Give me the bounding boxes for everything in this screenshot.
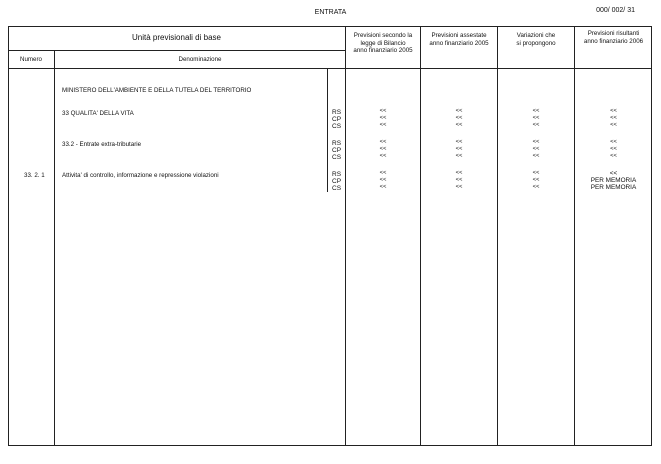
header-col-previsioni-assestate: Previsioni assestate anno finanziario 2005 <box>429 32 489 47</box>
header-group-title: Unità previsionali di base <box>132 33 221 42</box>
row-label: 33.2 - Entrate extra-tributarie <box>62 141 142 148</box>
row-col3-values: << << << <box>532 108 540 128</box>
row-codes: RS CP CS <box>332 140 342 161</box>
header-bottom-line <box>8 68 652 69</box>
header-denominazione: Denominazione <box>178 56 222 63</box>
page-reference: 000/ 002/ 31 <box>596 7 635 14</box>
divider-col4 <box>574 26 575 446</box>
ministry-title: MINISTERO DELL'AMBIENTE E DELLA TUTELA DEL TERRITORIO <box>62 87 252 94</box>
row-col1-values: << << << <box>379 108 387 128</box>
row-numero: 33. 2. 1 <box>24 172 45 179</box>
row-label: Attivita' di controllo, informazione e repressione violazioni <box>62 172 219 179</box>
row-col3-values: << << << <box>532 170 540 190</box>
row-col1-values: << << << <box>379 139 387 159</box>
row-col4-values: << << << <box>610 139 617 159</box>
header-subline <box>8 50 345 51</box>
header-numero: Numero <box>19 56 42 63</box>
row-codes: RS CP CS <box>332 171 342 192</box>
row-col4-values: << PER MEMORIA PER MEMORIA <box>590 170 637 191</box>
divider-numero <box>54 50 55 446</box>
row-col2-values: << << << <box>455 170 463 190</box>
row-codes: RS CP CS <box>332 109 342 130</box>
header-col-variazioni: Variazioni che si propongono <box>516 32 556 47</box>
divider-col3 <box>497 26 498 446</box>
header-col-previsioni-legge: Previsioni secondo la legge di Bilancio anno finanziario 2005 <box>353 32 413 54</box>
row-col2-values: << << << <box>455 139 463 159</box>
divider-codes-inner <box>327 68 328 192</box>
section-title: ENTRATA <box>314 9 347 16</box>
row-col2-values: << << << <box>455 108 463 128</box>
row-label: 33 QUALITA' DELLA VITA <box>62 110 134 117</box>
divider-col2 <box>420 26 421 446</box>
row-col4-values: << << << <box>610 108 617 128</box>
row-col3-values: << << << <box>532 139 540 159</box>
row-col1-values: << << << <box>379 170 387 190</box>
header-col-previsioni-risultanti: Previsioni risultanti anno finanziario 2006 <box>583 30 644 45</box>
divider-col1 <box>345 26 346 446</box>
